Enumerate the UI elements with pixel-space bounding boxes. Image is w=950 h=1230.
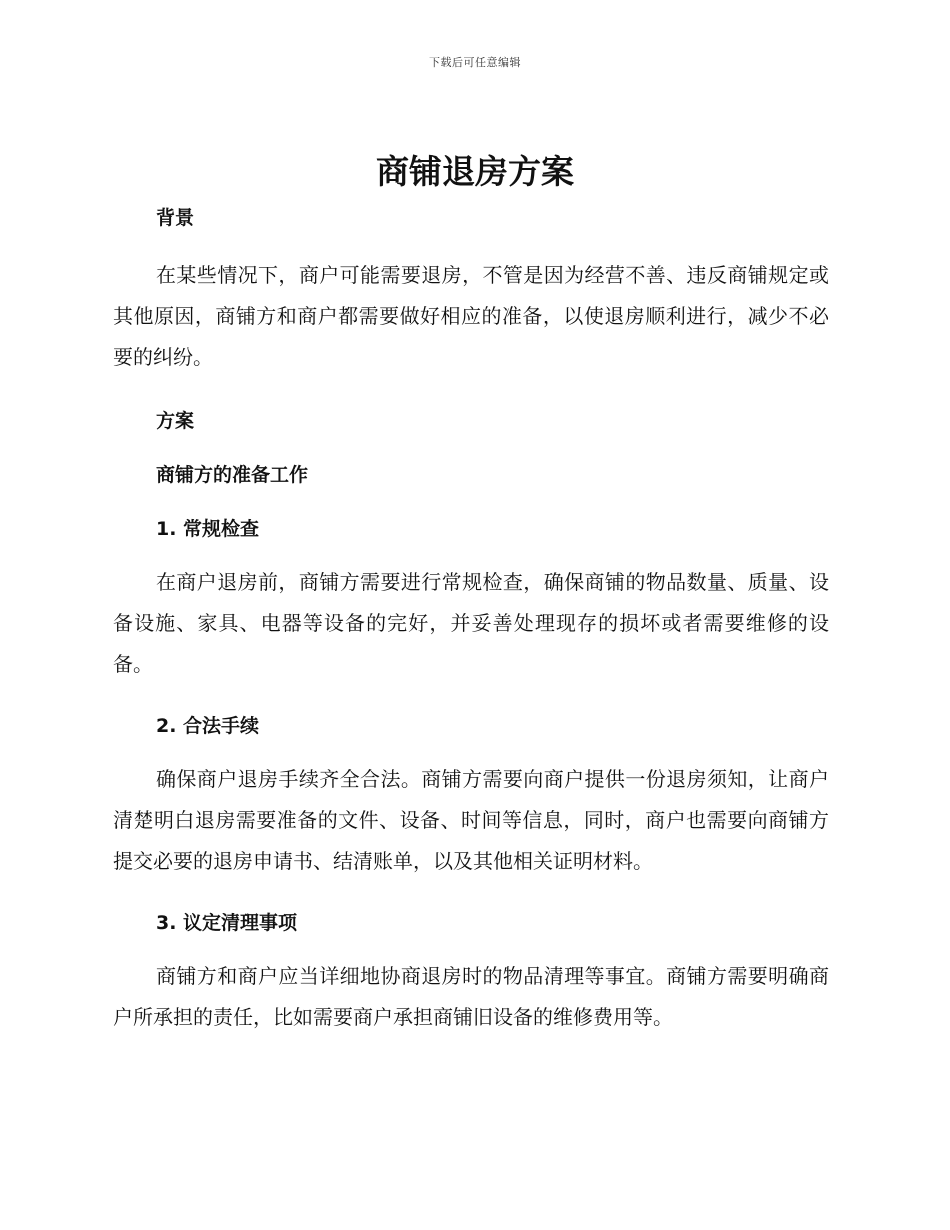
document-title: 商铺退房方案 (376, 152, 574, 191)
background-paragraph: 在某些情况下，商户可能需要退房，不管是因为经营不善、违反商铺规定或其他原因，商铺方和商户都需要做好相应的准备，以使退房顺利进行，减少不必要的纠纷。 (113, 263, 829, 369)
item-1-heading: 1. 常规检查 (156, 518, 260, 540)
item-2-paragraph: 确保商户退房手续齐全合法。商铺方需要向商户提供一份退房须知，让商户清楚明白退房需要准备的文件、设备、时间等信息，同时，商户也需要向商铺方提交必要的退房申请书、结清账单，以及其他相关证明材料。 (113, 767, 829, 873)
plan-heading: 方案 (156, 410, 195, 432)
header-note: 下载后可任意编辑 (429, 56, 521, 69)
item-3-paragraph: 商铺方和商户应当详细地协商退房时的物品清理等事宜。商铺方需要明确商户所承担的责任，比如需要商户承担商铺旧设备的维修费用等。 (113, 964, 829, 1029)
background-heading: 背景 (156, 207, 195, 229)
item-2-heading: 2. 合法手续 (156, 715, 260, 737)
preparation-heading: 商铺方的准备工作 (156, 464, 309, 486)
item-3-heading: 3. 议定清理事项 (156, 912, 298, 934)
document-body (113, 203, 829, 1038)
item-1-paragraph: 在商户退房前，商铺方需要进行常规检查，确保商铺的物品数量、质量、设备设施、家具、电器等设备的完好，并妥善处理现存的损坏或者需要维修的设备。 (113, 570, 829, 676)
